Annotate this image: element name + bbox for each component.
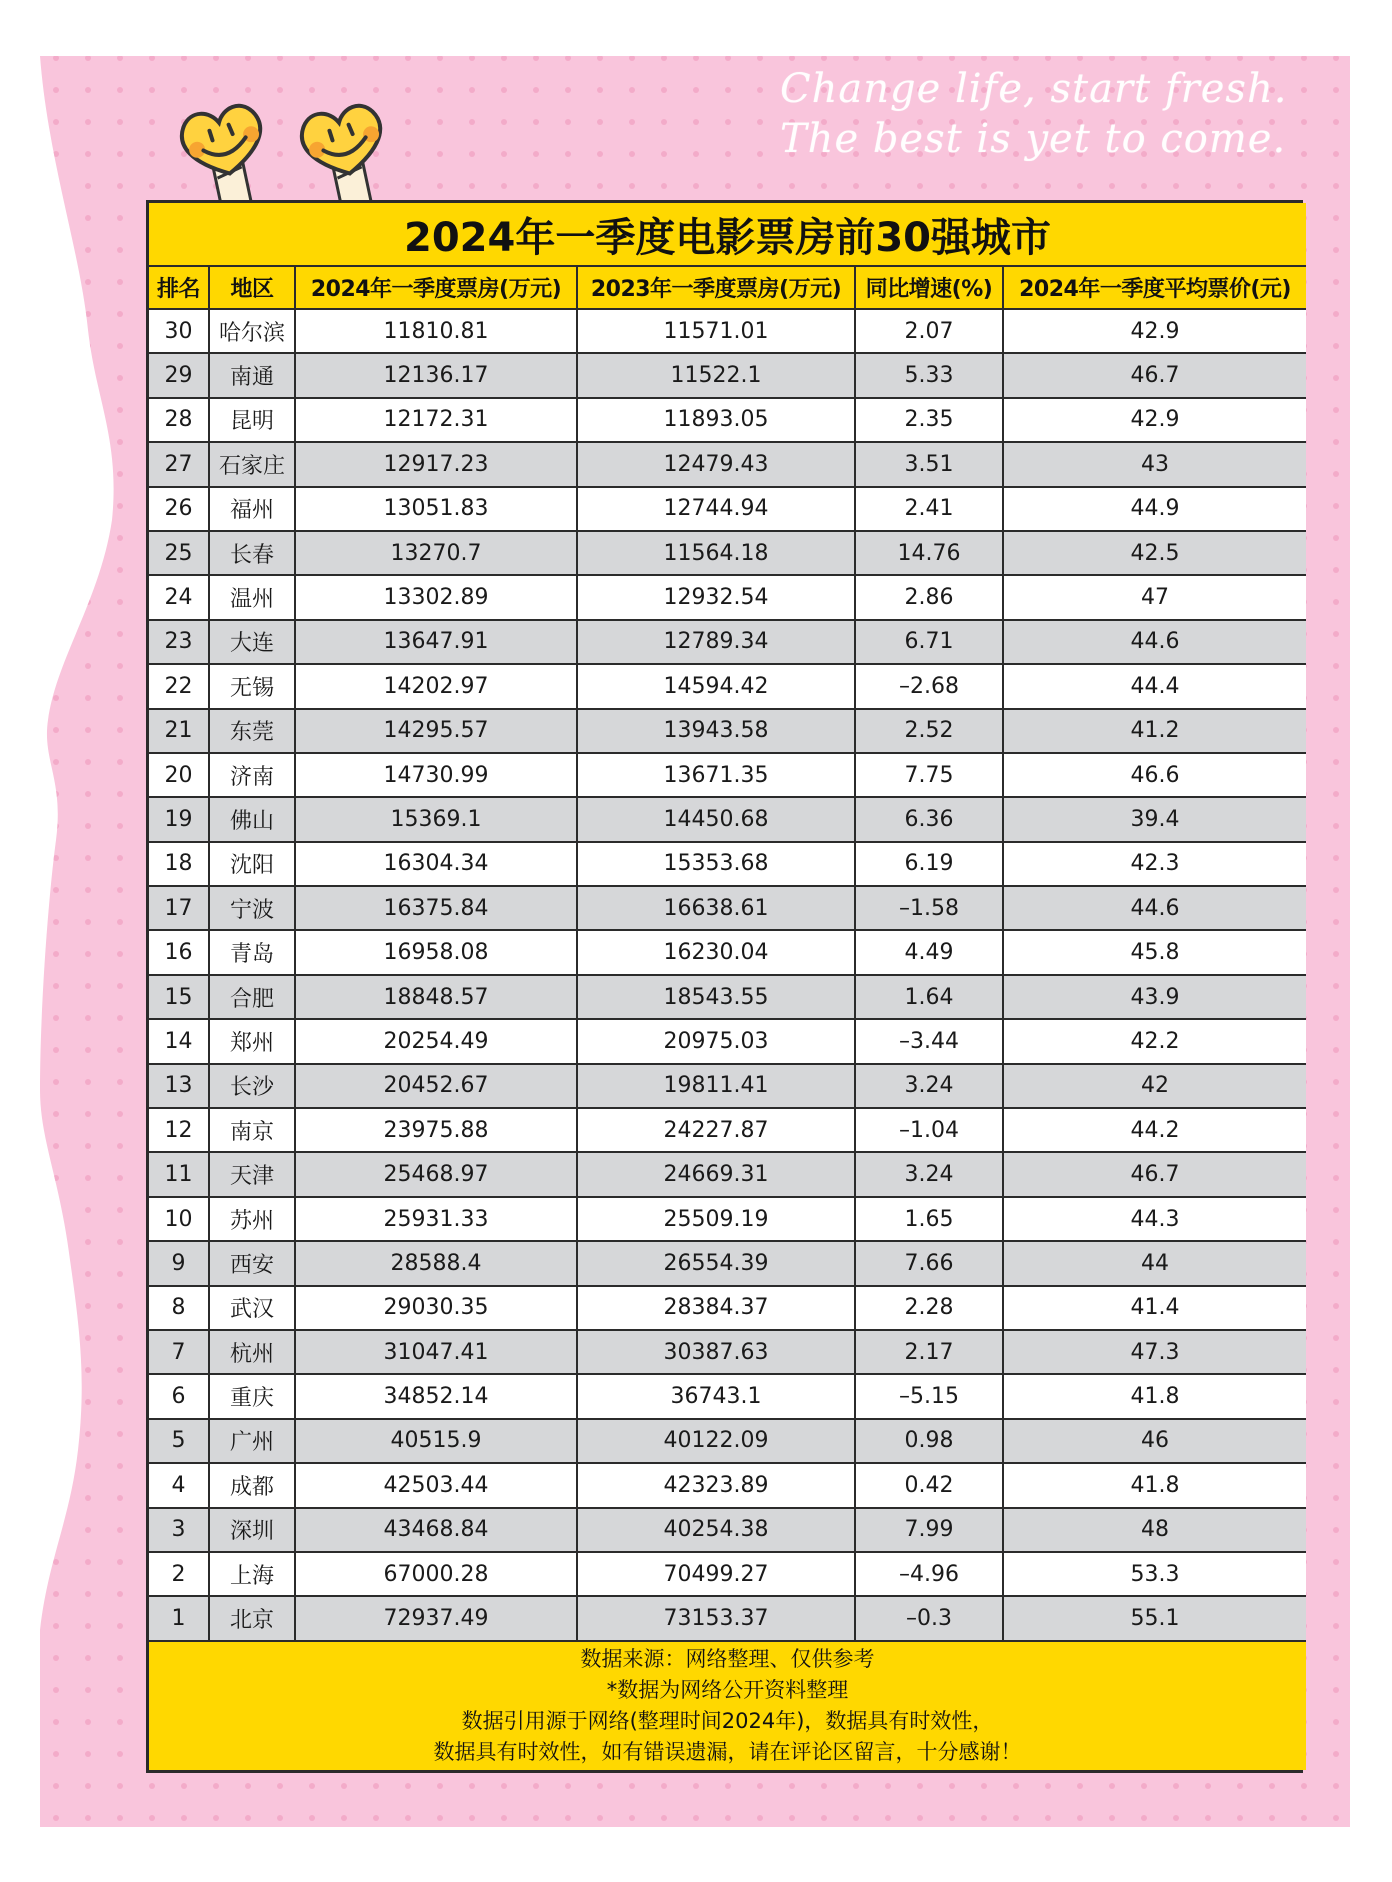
cell-box-office-2024: 16958.08 bbox=[295, 930, 577, 974]
footer-line-note: *数据为网络公开资料整理 bbox=[606, 1677, 849, 1702]
cell-region: 合肥 bbox=[209, 975, 295, 1019]
table-row bbox=[149, 1419, 1306, 1463]
cell-box-office-2024: 31047.41 bbox=[295, 1330, 577, 1374]
cell-region: 宁波 bbox=[209, 886, 295, 930]
cell-box-office-2023: 15353.68 bbox=[577, 842, 855, 886]
cell-avg-ticket-price: 42.9 bbox=[1003, 398, 1306, 442]
footer-line-source: 数据来源：网络整理、仅供参考 bbox=[580, 1646, 875, 1671]
table-row bbox=[149, 1596, 1306, 1640]
cell-region: 佛山 bbox=[209, 797, 295, 841]
cell-box-office-2024: 14295.57 bbox=[295, 709, 577, 753]
cell-region: 武汉 bbox=[209, 1286, 295, 1330]
cell-rank: 15 bbox=[149, 975, 209, 1019]
cell-rank: 13 bbox=[149, 1064, 209, 1108]
cell-box-office-2023: 42323.89 bbox=[577, 1463, 855, 1507]
cell-avg-ticket-price: 44.6 bbox=[1003, 620, 1306, 664]
cell-box-office-2023: 19811.41 bbox=[577, 1064, 855, 1108]
cell-box-office-2023: 12932.54 bbox=[577, 575, 855, 619]
header-row bbox=[149, 266, 1306, 309]
cell-yoy-growth: –5.15 bbox=[855, 1374, 1003, 1418]
cell-avg-ticket-price: 42 bbox=[1003, 1064, 1306, 1108]
cell-region: 哈尔滨 bbox=[209, 309, 295, 353]
cell-yoy-growth: –2.68 bbox=[855, 664, 1003, 708]
cell-box-office-2024: 40515.9 bbox=[295, 1419, 577, 1463]
cell-box-office-2023: 11571.01 bbox=[577, 309, 855, 353]
cell-box-office-2024: 67000.28 bbox=[295, 1552, 577, 1596]
cell-box-office-2024: 12172.31 bbox=[295, 398, 577, 442]
box-office-table bbox=[149, 203, 1306, 1770]
cell-region: 东莞 bbox=[209, 709, 295, 753]
table-body bbox=[149, 309, 1306, 1641]
cell-yoy-growth: 3.24 bbox=[855, 1064, 1003, 1108]
cell-yoy-growth: 7.75 bbox=[855, 753, 1003, 797]
cell-box-office-2023: 24227.87 bbox=[577, 1108, 855, 1152]
cell-box-office-2024: 18848.57 bbox=[295, 975, 577, 1019]
table-row bbox=[149, 797, 1306, 841]
cell-box-office-2023: 40254.38 bbox=[577, 1508, 855, 1552]
cell-avg-ticket-price: 46 bbox=[1003, 1419, 1306, 1463]
cell-rank: 27 bbox=[149, 442, 209, 486]
script-tagline-2: The best is yet to come. bbox=[780, 116, 1287, 162]
cell-rank: 9 bbox=[149, 1241, 209, 1285]
cell-yoy-growth: 14.76 bbox=[855, 531, 1003, 575]
table-row bbox=[149, 1374, 1306, 1418]
cell-box-office-2023: 11893.05 bbox=[577, 398, 855, 442]
cell-yoy-growth: 4.49 bbox=[855, 930, 1003, 974]
cell-avg-ticket-price: 45.8 bbox=[1003, 930, 1306, 974]
table-row bbox=[149, 886, 1306, 930]
script-tagline-1: Change life, start fresh. bbox=[780, 66, 1288, 112]
cell-region: 广州 bbox=[209, 1419, 295, 1463]
cell-yoy-growth: 2.52 bbox=[855, 709, 1003, 753]
cell-yoy-growth: 2.41 bbox=[855, 487, 1003, 531]
cell-yoy-growth: 2.07 bbox=[855, 309, 1003, 353]
cell-avg-ticket-price: 44.6 bbox=[1003, 886, 1306, 930]
cell-box-office-2023: 16638.61 bbox=[577, 886, 855, 930]
cell-region: 重庆 bbox=[209, 1374, 295, 1418]
table-row bbox=[149, 487, 1306, 531]
cell-box-office-2023: 12744.94 bbox=[577, 487, 855, 531]
cell-box-office-2023: 40122.09 bbox=[577, 1419, 855, 1463]
cell-box-office-2024: 34852.14 bbox=[295, 1374, 577, 1418]
header-box-office-2024: 2024年一季度票房(万元) bbox=[295, 266, 577, 309]
cell-box-office-2023: 73153.37 bbox=[577, 1596, 855, 1640]
cell-region: 上海 bbox=[209, 1552, 295, 1596]
table-row bbox=[149, 1508, 1306, 1552]
cell-region: 青岛 bbox=[209, 930, 295, 974]
cell-region: 南京 bbox=[209, 1108, 295, 1152]
cell-box-office-2024: 43468.84 bbox=[295, 1508, 577, 1552]
header-region: 地区 bbox=[209, 266, 295, 309]
table-row bbox=[149, 575, 1306, 619]
table-row bbox=[149, 531, 1306, 575]
cell-box-office-2023: 25509.19 bbox=[577, 1197, 855, 1241]
cell-avg-ticket-price: 46.6 bbox=[1003, 753, 1306, 797]
footer-notes bbox=[149, 1641, 1306, 1770]
cell-box-office-2023: 18543.55 bbox=[577, 975, 855, 1019]
cell-rank: 29 bbox=[149, 353, 209, 397]
header-avg-ticket-price: 2024年一季度平均票价(元) bbox=[1003, 266, 1306, 309]
cell-avg-ticket-price: 43 bbox=[1003, 442, 1306, 486]
footer-line-disclaimer: 数据具有时效性，如有错误遗漏，请在评论区留言，十分感谢！ bbox=[433, 1739, 1022, 1764]
table-row bbox=[149, 1064, 1306, 1108]
cell-region: 南通 bbox=[209, 353, 295, 397]
cell-rank: 18 bbox=[149, 842, 209, 886]
table-row bbox=[149, 975, 1306, 1019]
cell-yoy-growth: 1.64 bbox=[855, 975, 1003, 1019]
cell-rank: 23 bbox=[149, 620, 209, 664]
cell-yoy-growth: 0.42 bbox=[855, 1463, 1003, 1507]
cell-avg-ticket-price: 41.8 bbox=[1003, 1463, 1306, 1507]
cell-rank: 4 bbox=[149, 1463, 209, 1507]
cell-yoy-growth: 6.36 bbox=[855, 797, 1003, 841]
cell-avg-ticket-price: 44.2 bbox=[1003, 1108, 1306, 1152]
cell-rank: 16 bbox=[149, 930, 209, 974]
cell-box-office-2023: 28384.37 bbox=[577, 1286, 855, 1330]
cell-avg-ticket-price: 44 bbox=[1003, 1241, 1306, 1285]
cell-avg-ticket-price: 42.9 bbox=[1003, 309, 1306, 353]
cell-box-office-2024: 13647.91 bbox=[295, 620, 577, 664]
cell-box-office-2023: 11522.1 bbox=[577, 353, 855, 397]
cell-region: 温州 bbox=[209, 575, 295, 619]
cell-box-office-2023: 26554.39 bbox=[577, 1241, 855, 1285]
cell-region: 苏州 bbox=[209, 1197, 295, 1241]
table-row bbox=[149, 842, 1306, 886]
cell-box-office-2024: 11810.81 bbox=[295, 309, 577, 353]
cell-rank: 11 bbox=[149, 1152, 209, 1196]
header-box-office-2023: 2023年一季度票房(万元) bbox=[577, 266, 855, 309]
cell-yoy-growth: –1.58 bbox=[855, 886, 1003, 930]
cell-rank: 24 bbox=[149, 575, 209, 619]
cell-yoy-growth: 6.19 bbox=[855, 842, 1003, 886]
cell-rank: 6 bbox=[149, 1374, 209, 1418]
cell-box-office-2023: 12789.34 bbox=[577, 620, 855, 664]
table-row bbox=[149, 1152, 1306, 1196]
cell-rank: 25 bbox=[149, 531, 209, 575]
cell-avg-ticket-price: 47 bbox=[1003, 575, 1306, 619]
cell-box-office-2024: 25931.33 bbox=[295, 1197, 577, 1241]
cell-box-office-2024: 12917.23 bbox=[295, 442, 577, 486]
cell-avg-ticket-price: 47.3 bbox=[1003, 1330, 1306, 1374]
cell-rank: 26 bbox=[149, 487, 209, 531]
cell-yoy-growth: 5.33 bbox=[855, 353, 1003, 397]
table-row bbox=[149, 1019, 1306, 1063]
cell-region: 天津 bbox=[209, 1152, 295, 1196]
cell-avg-ticket-price: 41.2 bbox=[1003, 709, 1306, 753]
cell-yoy-growth: –1.04 bbox=[855, 1108, 1003, 1152]
cell-box-office-2024: 16304.34 bbox=[295, 842, 577, 886]
cell-yoy-growth: 3.51 bbox=[855, 442, 1003, 486]
cell-region: 石家庄 bbox=[209, 442, 295, 486]
cell-box-office-2023: 11564.18 bbox=[577, 531, 855, 575]
cell-avg-ticket-price: 42.5 bbox=[1003, 531, 1306, 575]
table-row bbox=[149, 1108, 1306, 1152]
cell-region: 无锡 bbox=[209, 664, 295, 708]
table-row bbox=[149, 1286, 1306, 1330]
cell-avg-ticket-price: 44.3 bbox=[1003, 1197, 1306, 1241]
table-row bbox=[149, 1197, 1306, 1241]
cell-box-office-2024: 29030.35 bbox=[295, 1286, 577, 1330]
cell-rank: 22 bbox=[149, 664, 209, 708]
cell-avg-ticket-price: 44.9 bbox=[1003, 487, 1306, 531]
table-row bbox=[149, 353, 1306, 397]
cell-rank: 19 bbox=[149, 797, 209, 841]
table-row bbox=[149, 930, 1306, 974]
cell-avg-ticket-price: 42.3 bbox=[1003, 842, 1306, 886]
cell-avg-ticket-price: 48 bbox=[1003, 1508, 1306, 1552]
cell-rank: 28 bbox=[149, 398, 209, 442]
cell-box-office-2023: 30387.63 bbox=[577, 1330, 855, 1374]
cell-rank: 12 bbox=[149, 1108, 209, 1152]
cell-yoy-growth: 6.71 bbox=[855, 620, 1003, 664]
cell-rank: 30 bbox=[149, 309, 209, 353]
cell-box-office-2023: 16230.04 bbox=[577, 930, 855, 974]
cell-box-office-2023: 13943.58 bbox=[577, 709, 855, 753]
cell-box-office-2024: 13051.83 bbox=[295, 487, 577, 531]
cell-box-office-2024: 20254.49 bbox=[295, 1019, 577, 1063]
cell-region: 沈阳 bbox=[209, 842, 295, 886]
cell-box-office-2024: 15369.1 bbox=[295, 797, 577, 841]
cell-yoy-growth: 2.17 bbox=[855, 1330, 1003, 1374]
cell-box-office-2023: 14594.42 bbox=[577, 664, 855, 708]
cell-box-office-2023: 13671.35 bbox=[577, 753, 855, 797]
cell-rank: 5 bbox=[149, 1419, 209, 1463]
cell-box-office-2024: 23975.88 bbox=[295, 1108, 577, 1152]
cell-rank: 2 bbox=[149, 1552, 209, 1596]
cell-avg-ticket-price: 41.4 bbox=[1003, 1286, 1306, 1330]
table-row bbox=[149, 664, 1306, 708]
cell-box-office-2023: 24669.31 bbox=[577, 1152, 855, 1196]
cell-region: 昆明 bbox=[209, 398, 295, 442]
cell-region: 福州 bbox=[209, 487, 295, 531]
cell-yoy-growth: 7.99 bbox=[855, 1508, 1003, 1552]
table-row bbox=[149, 1552, 1306, 1596]
cell-box-office-2024: 14730.99 bbox=[295, 753, 577, 797]
cell-avg-ticket-price: 39.4 bbox=[1003, 797, 1306, 841]
cell-region: 长春 bbox=[209, 531, 295, 575]
heart-smiley-icon bbox=[290, 96, 400, 206]
cell-box-office-2023: 20975.03 bbox=[577, 1019, 855, 1063]
cell-avg-ticket-price: 55.1 bbox=[1003, 1596, 1306, 1640]
cell-avg-ticket-price: 42.2 bbox=[1003, 1019, 1306, 1063]
cell-region: 杭州 bbox=[209, 1330, 295, 1374]
cell-rank: 14 bbox=[149, 1019, 209, 1063]
footer-line-citation: 数据引用源于网络(整理时间2024年)，数据具有时效性， bbox=[461, 1708, 994, 1733]
cell-avg-ticket-price: 41.8 bbox=[1003, 1374, 1306, 1418]
cell-rank: 20 bbox=[149, 753, 209, 797]
cell-yoy-growth: 0.98 bbox=[855, 1419, 1003, 1463]
cell-region: 郑州 bbox=[209, 1019, 295, 1063]
cell-box-office-2024: 12136.17 bbox=[295, 353, 577, 397]
table-row bbox=[149, 1330, 1306, 1374]
cell-box-office-2024: 20452.67 bbox=[295, 1064, 577, 1108]
header-rank: 排名 bbox=[149, 266, 209, 309]
cell-box-office-2024: 72937.49 bbox=[295, 1596, 577, 1640]
cell-yoy-growth: 1.65 bbox=[855, 1197, 1003, 1241]
cell-rank: 17 bbox=[149, 886, 209, 930]
cell-yoy-growth: 2.86 bbox=[855, 575, 1003, 619]
cell-box-office-2023: 70499.27 bbox=[577, 1552, 855, 1596]
cell-rank: 7 bbox=[149, 1330, 209, 1374]
cell-box-office-2024: 13302.89 bbox=[295, 575, 577, 619]
cell-region: 深圳 bbox=[209, 1508, 295, 1552]
box-office-table-container bbox=[146, 200, 1303, 1773]
cell-rank: 10 bbox=[149, 1197, 209, 1241]
cell-region: 长沙 bbox=[209, 1064, 295, 1108]
header-yoy-growth: 同比增速(%) bbox=[855, 266, 1003, 309]
cell-box-office-2024: 42503.44 bbox=[295, 1463, 577, 1507]
cell-rank: 3 bbox=[149, 1508, 209, 1552]
cell-rank: 21 bbox=[149, 709, 209, 753]
cell-yoy-growth: 2.35 bbox=[855, 398, 1003, 442]
table-row bbox=[149, 1463, 1306, 1507]
table-row bbox=[149, 709, 1306, 753]
table-row bbox=[149, 442, 1306, 486]
cell-yoy-growth: 2.28 bbox=[855, 1286, 1003, 1330]
cell-region: 西安 bbox=[209, 1241, 295, 1285]
cell-avg-ticket-price: 53.3 bbox=[1003, 1552, 1306, 1596]
cell-region: 济南 bbox=[209, 753, 295, 797]
cell-avg-ticket-price: 44.4 bbox=[1003, 664, 1306, 708]
cell-yoy-growth: –4.96 bbox=[855, 1552, 1003, 1596]
table-row bbox=[149, 1241, 1306, 1285]
table-row bbox=[149, 753, 1306, 797]
cell-avg-ticket-price: 43.9 bbox=[1003, 975, 1306, 1019]
table-title: 2024年一季度电影票房前30强城市 bbox=[149, 203, 1306, 266]
cell-box-office-2024: 14202.97 bbox=[295, 664, 577, 708]
cell-box-office-2024: 16375.84 bbox=[295, 886, 577, 930]
cell-region: 大连 bbox=[209, 620, 295, 664]
cell-box-office-2023: 36743.1 bbox=[577, 1374, 855, 1418]
cell-box-office-2024: 13270.7 bbox=[295, 531, 577, 575]
table-row bbox=[149, 309, 1306, 353]
cell-box-office-2024: 28588.4 bbox=[295, 1241, 577, 1285]
cell-yoy-growth: 7.66 bbox=[855, 1241, 1003, 1285]
cell-yoy-growth: –3.44 bbox=[855, 1019, 1003, 1063]
cell-yoy-growth: 3.24 bbox=[855, 1152, 1003, 1196]
table-row bbox=[149, 620, 1306, 664]
heart-smiley-icon bbox=[170, 96, 280, 206]
cell-avg-ticket-price: 46.7 bbox=[1003, 353, 1306, 397]
cell-region: 北京 bbox=[209, 1596, 295, 1640]
cell-rank: 1 bbox=[149, 1596, 209, 1640]
cell-avg-ticket-price: 46.7 bbox=[1003, 1152, 1306, 1196]
cell-box-office-2023: 12479.43 bbox=[577, 442, 855, 486]
cell-box-office-2024: 25468.97 bbox=[295, 1152, 577, 1196]
cell-rank: 8 bbox=[149, 1286, 209, 1330]
cell-region: 成都 bbox=[209, 1463, 295, 1507]
cell-box-office-2023: 14450.68 bbox=[577, 797, 855, 841]
table-row bbox=[149, 398, 1306, 442]
cell-yoy-growth: –0.3 bbox=[855, 1596, 1003, 1640]
